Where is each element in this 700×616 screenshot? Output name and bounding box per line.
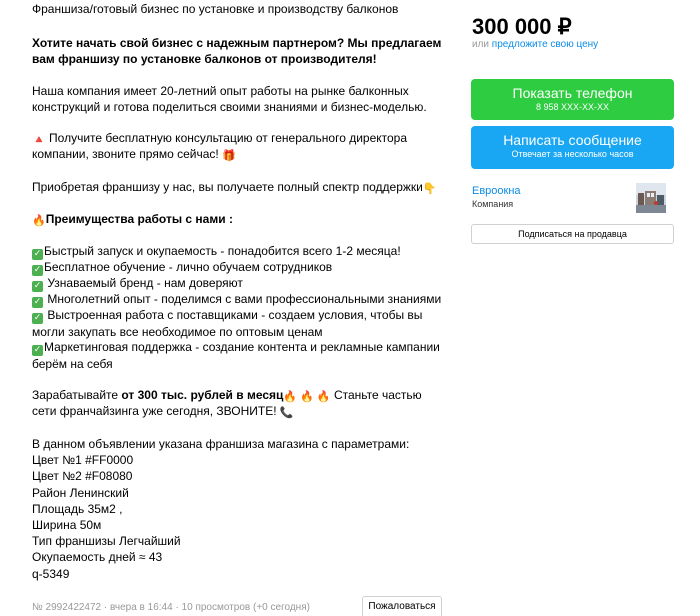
listing-meta: № 2992422472 · вчера в 16:44 · 10 просмотров (+0 сегодня): [32, 602, 310, 613]
fire-icons: 🔥 🔥 🔥: [283, 391, 331, 403]
show-phone-button[interactable]: [471, 79, 674, 120]
support-text: [32, 179, 442, 195]
checkmark-icon: ✓: [33, 281, 42, 291]
earn-prefix: Зарабатывайте: [32, 388, 122, 402]
intro-bold-text: Хотите начать свой бизнес с надежным партнером? Мы предлагаем вам франшизу по установке балконов от производителя!: [32, 36, 442, 66]
earn-suffix: Станьте частью сети франчайзинга уже сегодня, ЗВОНИТЕ!: [32, 388, 422, 418]
advantage-text: Бесплатное обучение - лично обучаем сотрудников: [44, 260, 333, 274]
checkmark-icon: ✓: [33, 265, 42, 275]
param-row: Окупаемость дней ≈ 43: [32, 550, 163, 565]
param-row: Ширина 50м: [32, 518, 102, 533]
advantage-item: [32, 307, 442, 340]
gift-icon: 🎁: [222, 150, 236, 162]
param-row: Район Ленинский: [32, 485, 129, 500]
avatar-photo-icon: [636, 183, 666, 213]
advantage-text: Быстрый запуск и окупаемость - понадобится всего 1-2 месяца!: [44, 244, 401, 258]
param-row: Цвет №2 #F08080: [32, 469, 133, 484]
show-phone-label: Показать телефон: [512, 85, 633, 101]
checkmark-icon: ✓: [33, 297, 42, 307]
param-row: Цвет №1 #FF0000: [32, 453, 134, 468]
param-row: Тип франшизы Легчайший: [32, 534, 181, 549]
advantage-text: Узнаваемый бренд - нам доверяют: [44, 276, 243, 290]
earn-bold: от 300 тыс. рублей в месяц: [121, 388, 284, 402]
advantage-item: [32, 243, 442, 260]
advantage-text: Многолетний опыт - поделимся с вами профессиональными знаниями: [44, 292, 442, 306]
write-message-label: Написать сообщение: [503, 132, 642, 148]
support-body: Приобретая франшизу у нас, вы получаете полный спектр поддержки: [32, 180, 423, 194]
experience-text: Наша компания имеет 20-летний опыт работы на рынке балконных конструкций и готова поделиться своими знаниями и бизнес-моделью.: [32, 84, 427, 114]
red-triangle-icon: 🔺: [32, 134, 46, 146]
fire-icon: 🔥: [32, 215, 46, 227]
seller-name-link[interactable]: Евроокна: [472, 185, 521, 197]
phone-icon: 📞: [279, 407, 294, 419]
consult-text: [32, 130, 442, 162]
subscribe-seller-button[interactable]: Подписаться на продавца: [471, 224, 674, 244]
advantage-item: [32, 291, 442, 308]
earn-text: [32, 387, 442, 419]
listing-subtitle: Франшиза/готовый бизнес по установке и производству балконов: [32, 2, 399, 16]
checkmark-icon: ✓: [33, 249, 42, 259]
param-row: Площадь 35м2 ,: [32, 501, 123, 516]
price-or-text: или: [472, 39, 492, 50]
checkmark-icon: ✓: [33, 313, 42, 323]
advantage-item: [32, 259, 442, 276]
report-button[interactable]: Пожаловаться: [362, 596, 442, 616]
phone-number-masked: 8 958 XXX-XX-XX: [535, 102, 610, 112]
params-intro: В данном объявлении указана франшиза магазина с параметрами:: [32, 437, 410, 451]
price-note: [472, 39, 598, 50]
response-time-note: Отвечает за несколько часов: [511, 149, 634, 159]
advantage-text: Маркетинговая поддержка - создание контента и рекламные кампании берём на себя: [32, 340, 440, 371]
advantage-text: Выстроенная работа с поставщиками - создаем условия, чтобы вы могли закупать все необходимое по оптовым ценам: [32, 308, 423, 339]
pointing-down-icon: 👇: [422, 183, 437, 195]
seller-avatar[interactable]: [636, 183, 666, 213]
checkmark-icon: ✓: [33, 345, 42, 355]
params-block: [32, 436, 409, 582]
param-row: q-5349: [32, 566, 70, 581]
advantages-heading: [32, 211, 442, 227]
write-message-button[interactable]: [471, 126, 674, 169]
price: 300 000 ₽: [472, 14, 572, 39]
offer-price-link[interactable]: предложите свою цену: [491, 39, 599, 50]
seller-type: Компания: [472, 199, 514, 209]
advantage-item: [32, 275, 442, 292]
advantage-item: [32, 339, 442, 372]
consult-body: Получите бесплатную консультацию от генерального директора компании, звоните прямо сейчас!: [32, 131, 408, 161]
advantages-heading-text: Преимущества работы с нами :: [45, 212, 233, 226]
